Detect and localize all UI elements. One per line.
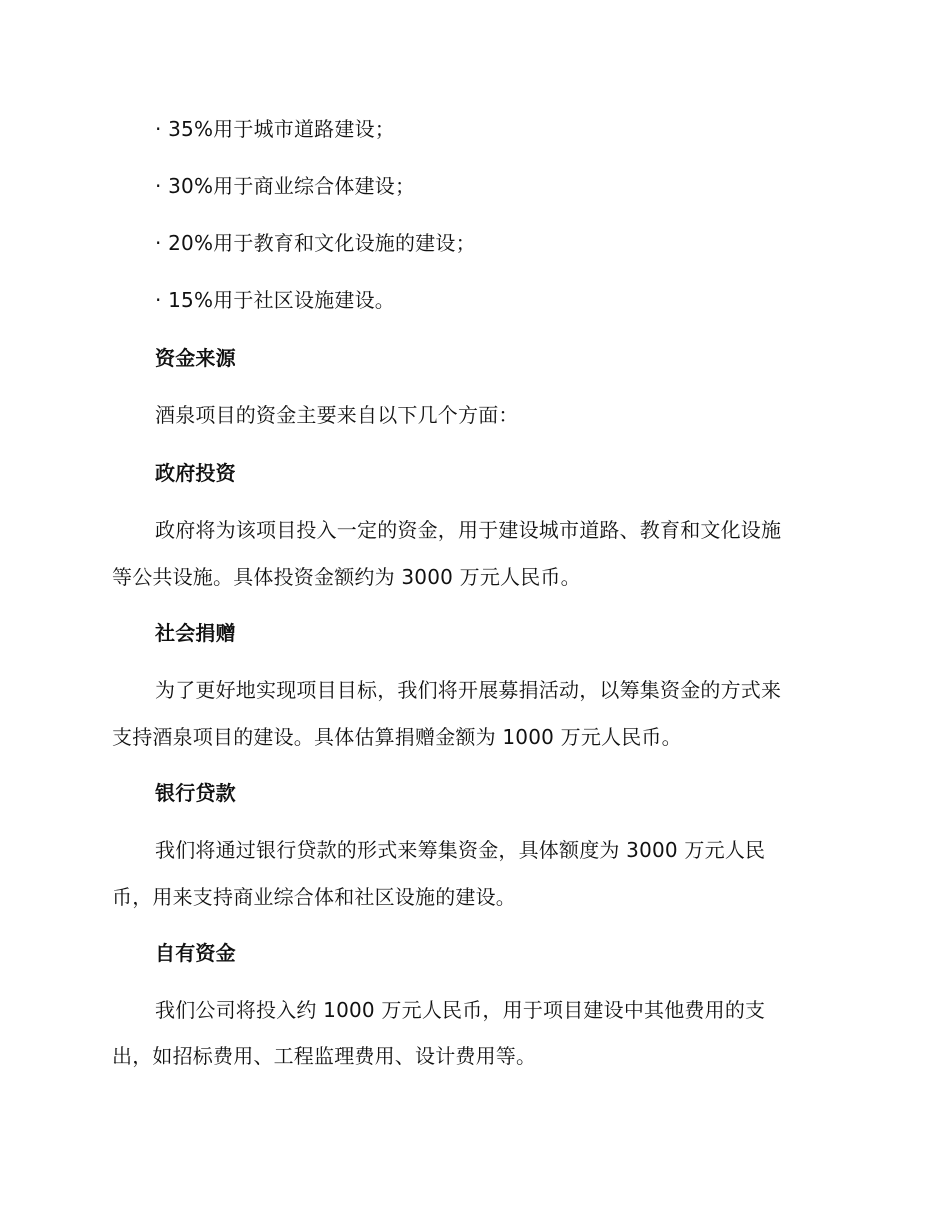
subheading-bank-loan: 银行贷款: [155, 781, 236, 805]
paragraph-line: 出，如招标费用、工程监理费用、设计费用等。: [112, 1044, 537, 1068]
subheading-government: 政府投资: [155, 461, 236, 485]
funding-intro: 酒泉项目的资金主要来自以下几个方面：: [155, 403, 519, 427]
subheading-donation: 社会捐赠: [155, 621, 236, 645]
paragraph-line: 支持酒泉项目的建设。具体估算捐赠金额为 1000 万元人民币。: [112, 725, 682, 749]
paragraph-line: 我们公司将投入约 1000 万元人民币，用于项目建设中其他费用的支: [155, 998, 766, 1022]
paragraph-line: 我们将通过银行贷款的形式来筹集资金，具体额度为 3000 万元人民: [155, 838, 766, 862]
bullet-item: · 35%用于城市道路建设；: [155, 117, 395, 141]
subheading-own-funds: 自有资金: [155, 941, 236, 965]
bullet-item: · 30%用于商业综合体建设；: [155, 174, 416, 198]
paragraph-line: 为了更好地实现项目目标，我们将开展募捐活动，以筹集资金的方式来: [155, 678, 782, 702]
paragraph-line: 等公共设施。具体投资金额约为 3000 万元人民币。: [112, 565, 581, 589]
section-heading-funding: 资金来源: [155, 346, 236, 370]
bullet-item: · 15%用于社区设施建设。: [155, 288, 395, 312]
bullet-item: · 20%用于教育和文化设施的建设；: [155, 231, 476, 255]
paragraph-line: 政府将为该项目投入一定的资金，用于建设城市道路、教育和文化设施: [155, 518, 782, 542]
paragraph-line: 币，用来支持商业综合体和社区设施的建设。: [112, 885, 516, 909]
